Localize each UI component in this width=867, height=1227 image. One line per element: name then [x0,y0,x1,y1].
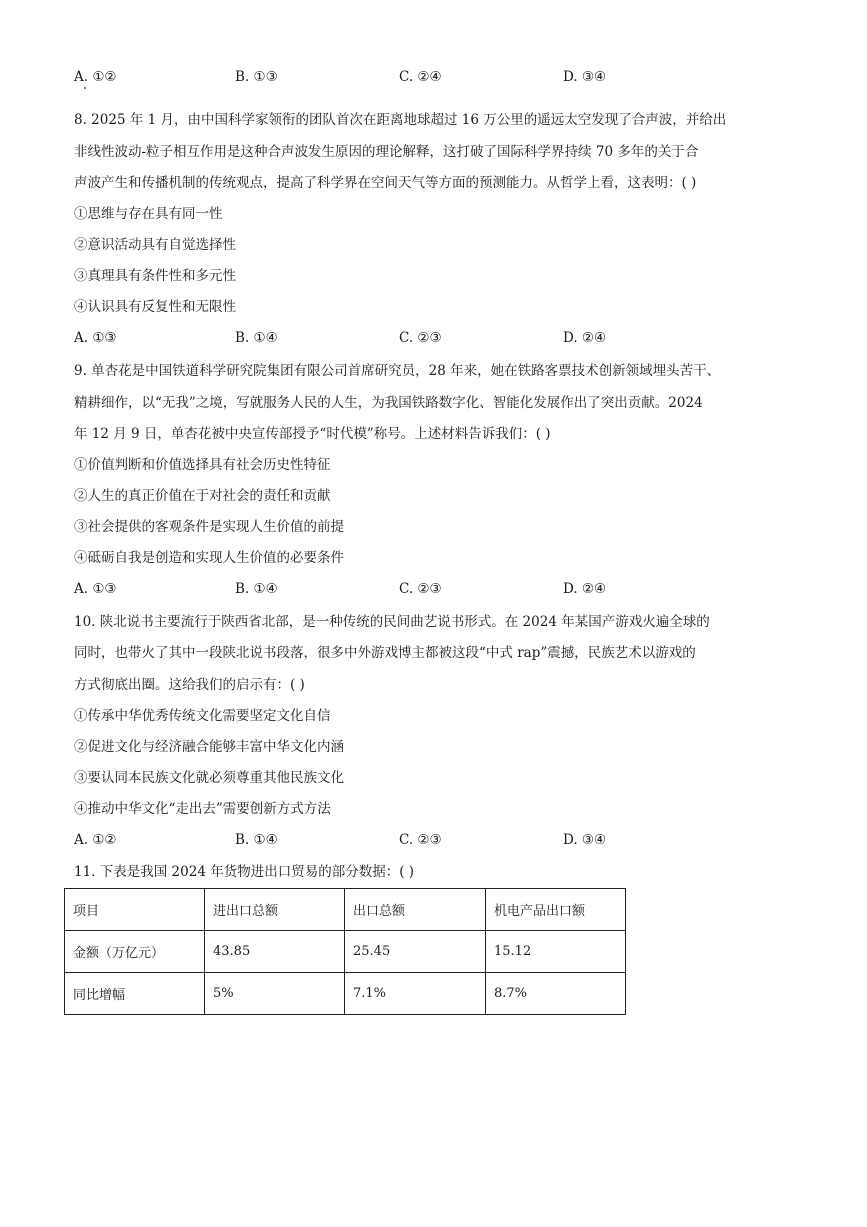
q9-stem-line-2: 精耕细作，以“无我”之境，写就服务人民的人生，为我国铁路数字化、智能化发展作出了突出贡献。2024 [74,395,703,411]
table-cell: 25.45 [345,931,486,973]
table-header-cell: 进出口总额 [205,889,345,931]
q8-statement-1: ①思维与存在具有同一性 [74,206,223,222]
q9-statement-4: ④砥砺自我是创造和实现人生价值的必要条件 [74,550,344,566]
q10-stem-line-1: 10. 陕北说书主要流行于陕西省北部，是一种传统的民间曲艺说书形式。在 2024 年某国产游戏火遍全球的 [74,614,710,630]
q10-option-d[interactable]: D. ③④ [563,832,607,848]
table-cell: 金额（万亿元） [65,931,205,973]
q10-options [74,830,794,850]
q9-option-d[interactable]: D. ②④ [563,581,607,597]
q10-option-c[interactable]: C. ②③ [399,832,442,848]
trade-data-table [64,888,626,1015]
q8-statement-4: ④认识具有反复性和无限性 [74,299,236,315]
table-header-cell: 出口总额 [345,889,486,931]
q10-statement-2: ②促进文化与经济融合能够丰富中华文化内涵 [74,739,344,755]
q8-option-b[interactable]: B. ①④ [235,330,278,346]
q10-option-b[interactable]: B. ①④ [235,832,278,848]
q8-option-a[interactable]: A. ①③ [74,330,117,346]
q9-stem-line-3: 年 12 月 9 日，单杏花被中央宣传部授予“时代模”称号。上述材料告诉我们：( ) [74,426,551,442]
q8-options [74,328,794,348]
q10-stem-line-2: 同时，也带火了其中一段陕北说书段落，很多中外游戏博主都被这段“中式 rap”震撼，民族艺术以游戏的 [74,645,696,661]
q10-option-a[interactable]: A. ①② [74,832,117,848]
q7-option-a[interactable]: A. ①② [74,69,117,85]
q9-statement-2: ②人生的真正价值在于对社会的责任和贡献 [74,488,331,504]
q9-stem-line-1: 9. 单杏花是中国铁道科学研究院集团有限公司首席研究员，28 年来，她在铁路客票技术创新领域埋头苦干、 [74,363,721,379]
q7-option-c[interactable]: C. ②④ [399,69,442,85]
table-cell: 15.12 [486,931,626,973]
q7-options [74,67,794,87]
q9-option-c[interactable]: C. ②③ [399,581,442,597]
q8-stem-line-3: 声波产生和传播机制的传统观点，提高了科学界在空间天气等方面的预测能力。从哲学上看，这表明：( ) [74,175,697,191]
q8-statement-3: ③真理具有条件性和多元性 [74,268,236,284]
q10-statement-1: ①传承中华优秀传统文化需要坚定文化自信 [74,708,331,724]
table-header-cell: 项目 [65,889,205,931]
q7-option-b[interactable]: B. ①③ [235,69,278,85]
q7-option-d[interactable]: D. ③④ [563,69,607,85]
q8-option-c[interactable]: C. ②③ [399,330,442,346]
table-row [65,931,626,973]
stray-dot [84,87,86,89]
table-header-row [65,889,626,931]
q9-option-a[interactable]: A. ①③ [74,581,117,597]
table-row [65,973,626,1015]
q9-statement-3: ③社会提供的客观条件是实现人生价值的前提 [74,519,344,535]
table-cell: 8.7% [486,973,626,1015]
q8-statement-2: ②意识活动具有自觉选择性 [74,237,236,253]
table-cell: 同比增幅 [65,973,205,1015]
q10-statement-3: ③要认同本民族文化就必须尊重其他民族文化 [74,770,344,786]
table-cell: 7.1% [345,973,486,1015]
q10-statement-4: ④推动中华文化“走出去”需要创新方式方法 [74,801,331,817]
table-header-cell: 机电产品出口额 [486,889,626,931]
q10-stem-line-3: 方式彻底出圈。这给我们的启示有：( ) [74,677,305,693]
table-cell: 43.85 [205,931,345,973]
q11-stem: 11. 下表是我国 2024 年货物进出口贸易的部分数据：( ) [74,864,415,880]
q8-stem-line-1: 8. 2025 年 1 月，由中国科学家领衔的团队首次在距离地球超过 16 万公里的遥远太空发现了合声波，并给出 [74,112,727,128]
q8-option-d[interactable]: D. ②④ [563,330,607,346]
q8-stem-line-2: 非线性波动-粒子相互作用是这种合声波发生原因的理论解释，这打破了国际科学界持续 70 多年的关于合 [74,144,699,160]
q9-options [74,579,794,599]
table-cell: 5% [205,973,345,1015]
q9-option-b[interactable]: B. ①④ [235,581,278,597]
q9-statement-1: ①价值判断和价值选择具有社会历史性特征 [74,457,331,473]
